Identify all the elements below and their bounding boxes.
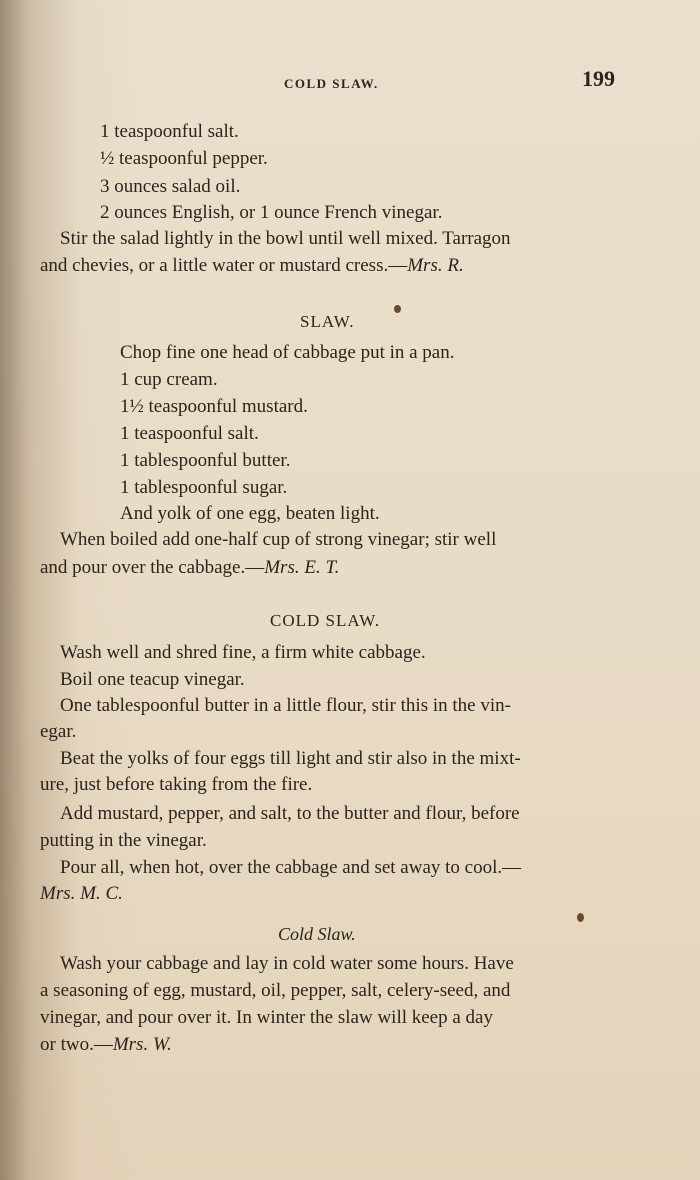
paragraph-line: Add mustard, pepper, and salt, to the butter and flour, before (60, 803, 520, 824)
paragraph-line: Stir the salad lightly in the bowl until well mixed. Tarragon (60, 228, 511, 249)
ingredient-line: And yolk of one egg, beaten light. (120, 503, 380, 524)
ink-stain (394, 305, 401, 313)
ingredient-line: 1 teaspoonful salt. (120, 423, 259, 444)
paragraph-line: Beat the yolks of four eggs till light and stir also in the mixt- (60, 748, 521, 769)
recipe-heading: SLAW. (300, 312, 355, 331)
paragraph-line: a seasoning of egg, mustard, oil, pepper, salt, celery-seed, and (40, 980, 511, 1001)
paragraph-text: or two.— (40, 1034, 113, 1055)
paragraph-line (40, 1034, 172, 1056)
ingredient-line: Chop fine one head of cabbage put in a pan. (120, 342, 455, 363)
ingredient-line: 1 tablespoonful sugar. (120, 477, 288, 498)
recipe-attribution: Mrs. M. C. (40, 883, 123, 904)
paragraph-line (40, 557, 339, 579)
ingredient-line: 3 ounces salad oil. (100, 176, 241, 197)
ingredient-line: 1 teaspoonful salt. (100, 121, 239, 142)
paragraph-line: Pour all, when hot, over the cabbage and set away to cool.— (60, 857, 522, 878)
recipe-heading: COLD SLAW. (270, 611, 381, 630)
ingredient-line: 2 ounces English, or 1 ounce French vinegar. (100, 202, 443, 223)
page-number: 199 (582, 66, 615, 91)
ingredient-line: ½ teaspoonful pepper. (100, 148, 268, 169)
paragraph-line: Wash your cabbage and lay in cold water some hours. Have (60, 953, 514, 974)
paragraph-line: When boiled add one-half cup of strong vinegar; stir well (60, 529, 497, 550)
paragraph-line: Wash well and shred fine, a firm white cabbage. (60, 642, 426, 663)
paragraph-line: Boil one teacup vinegar. (60, 669, 245, 690)
paragraph-line (40, 255, 464, 277)
ingredient-line: 1½ teaspoonful mustard. (120, 396, 308, 417)
ingredient-line: 1 tablespoonful butter. (120, 450, 291, 471)
paragraph-line: putting in the vinegar. (40, 830, 207, 851)
paragraph-text: and chevies, or a little water or mustard cress.— (40, 255, 408, 276)
running-head: COLD SLAW. (284, 76, 379, 91)
paragraph-line: One tablespoonful butter in a little flour, stir this in the vin- (60, 695, 511, 716)
ingredient-line: 1 cup cream. (120, 369, 218, 390)
paragraph-line: vinegar, and pour over it. In winter the slaw will keep a day (40, 1007, 493, 1028)
recipe-heading: Cold Slaw. (278, 924, 356, 944)
paragraph-text: and pour over the cabbage.— (40, 557, 265, 578)
paragraph-line: ure, just before taking from the fire. (40, 774, 313, 795)
recipe-attribution: Mrs. R. (407, 255, 464, 276)
ink-stain (577, 913, 584, 922)
paragraph-line: egar. (40, 721, 77, 742)
recipe-attribution: Mrs. E. T. (264, 557, 340, 578)
recipe-attribution: Mrs. W. (112, 1034, 172, 1055)
